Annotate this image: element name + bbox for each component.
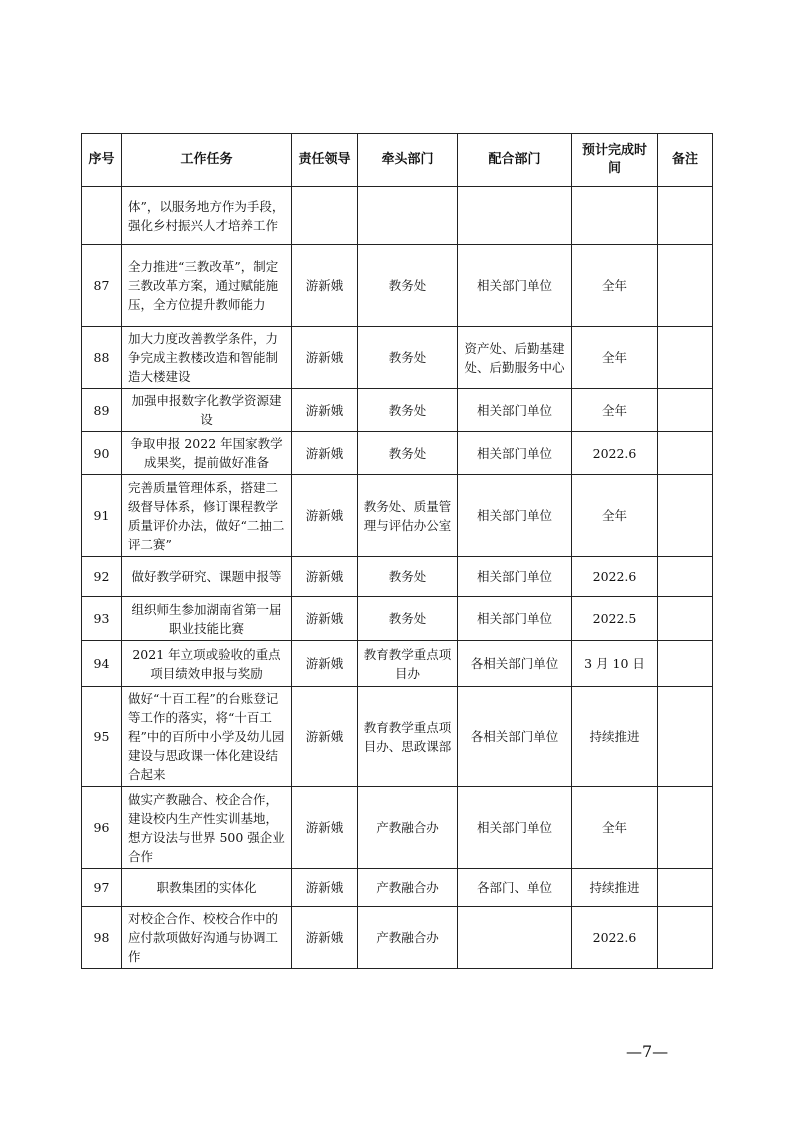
cell-time: 2022.6 [572,907,658,969]
cell-lead-dept: 教育教学重点项目办 [358,641,458,687]
table-row [82,187,713,245]
cell-note [658,869,713,907]
cell-leader: 游新娥 [292,687,358,787]
cell-note [658,389,713,432]
cell-lead-dept: 产教融合办 [358,869,458,907]
table-header-row [82,134,713,187]
cell-task: 做好“十百工程”的台账登记等工作的落实，将“十百工程”中的百所中小学及幼儿园建设与思政课一体化建设结合起来 [122,687,292,787]
table-row [82,389,713,432]
cell-no: 97 [82,869,122,907]
cell-task: 做实产教融合、校企合作，建设校内生产性实训基地，想方设法与世界 500 强企业合作 [122,787,292,869]
cell-leader: 游新娥 [292,245,358,327]
cell-lead-dept: 教育教学重点项目办、思政课部 [358,687,458,787]
cell-no: 89 [82,389,122,432]
cell-no: 88 [82,327,122,389]
cell-coop-dept: 各相关部门单位 [458,687,572,787]
cell-leader [292,187,358,245]
header-time: 预计完成时间 [572,134,658,187]
cell-no: 94 [82,641,122,687]
table-row [82,687,713,787]
table-row [82,432,713,475]
cell-leader: 游新娥 [292,641,358,687]
cell-note [658,597,713,641]
cell-note [658,432,713,475]
cell-no: 90 [82,432,122,475]
cell-leader: 游新娥 [292,869,358,907]
table-row [82,475,713,557]
cell-no: 92 [82,557,122,597]
cell-lead-dept: 教务处、质量管理与评估办公室 [358,475,458,557]
cell-time: 持续推进 [572,687,658,787]
cell-time: 2022.6 [572,432,658,475]
cell-coop-dept: 各相关部门单位 [458,641,572,687]
cell-lead-dept: 教务处 [358,597,458,641]
cell-lead-dept: 教务处 [358,327,458,389]
cell-note [658,787,713,869]
cell-task: 全力推进“三教改革”，制定三教改革方案，通过赋能施压，全方位提升教师能力 [122,245,292,327]
cell-lead-dept: 教务处 [358,245,458,327]
table-row [82,907,713,969]
cell-leader: 游新娥 [292,597,358,641]
cell-no: 95 [82,687,122,787]
cell-leader: 游新娥 [292,787,358,869]
cell-note [658,475,713,557]
table-row [82,597,713,641]
cell-task: 完善质量管理体系，搭建二级督导体系，修订课程教学质量评价办法，做好“二抽二评二赛” [122,475,292,557]
cell-task: 职教集团的实体化 [122,869,292,907]
cell-note [658,687,713,787]
cell-task: 做好教学研究、课题申报等 [122,557,292,597]
cell-note [658,187,713,245]
cell-note [658,641,713,687]
cell-coop-dept: 各部门、单位 [458,869,572,907]
cell-lead-dept: 教务处 [358,557,458,597]
cell-coop-dept: 相关部门单位 [458,475,572,557]
cell-leader: 游新娥 [292,432,358,475]
cell-task: 2021 年立项或验收的重点项目绩效申报与奖励 [122,641,292,687]
cell-time: 全年 [572,389,658,432]
cell-leader: 游新娥 [292,907,358,969]
cell-coop-dept [458,907,572,969]
cell-coop-dept: 相关部门单位 [458,787,572,869]
cell-task: 体”，以服务地方作为手段，强化乡村振兴人才培养工作 [122,187,292,245]
cell-lead-dept [358,187,458,245]
cell-note [658,245,713,327]
cell-no: 91 [82,475,122,557]
cell-task: 争取申报 2022 年国家教学成果奖，提前做好准备 [122,432,292,475]
cell-note [658,907,713,969]
cell-coop-dept: 相关部门单位 [458,432,572,475]
cell-time: 2022.6 [572,557,658,597]
table-row [82,641,713,687]
header-leader: 责任领导 [292,134,358,187]
cell-coop-dept: 相关部门单位 [458,389,572,432]
cell-lead-dept: 教务处 [358,389,458,432]
cell-lead-dept: 产教融合办 [358,907,458,969]
task-table [81,133,713,969]
cell-coop-dept: 相关部门单位 [458,245,572,327]
cell-no: 87 [82,245,122,327]
cell-coop-dept [458,187,572,245]
cell-no: 93 [82,597,122,641]
header-lead-dept: 牵头部门 [358,134,458,187]
cell-no: 98 [82,907,122,969]
table-row [82,869,713,907]
cell-task: 对校企合作、校校合作中的应付款项做好沟通与协调工作 [122,907,292,969]
cell-coop-dept: 资产处、后勤基建处、后勤服务中心 [458,327,572,389]
cell-leader: 游新娥 [292,389,358,432]
cell-time: 2022.5 [572,597,658,641]
cell-leader: 游新娥 [292,557,358,597]
cell-time: 全年 [572,787,658,869]
header-task: 工作任务 [122,134,292,187]
page-number: —7— [626,1042,669,1061]
cell-note [658,557,713,597]
table-row [82,787,713,869]
cell-note [658,327,713,389]
cell-time [572,187,658,245]
cell-time: 全年 [572,475,658,557]
cell-task: 加大力度改善教学条件，力争完成主教楼改造和智能制造大楼建设 [122,327,292,389]
cell-task: 加强申报数字化教学资源建设 [122,389,292,432]
cell-task: 组织师生参加湖南省第一届职业技能比赛 [122,597,292,641]
cell-time: 持续推进 [572,869,658,907]
cell-coop-dept: 相关部门单位 [458,557,572,597]
header-no: 序号 [82,134,122,187]
cell-coop-dept: 相关部门单位 [458,597,572,641]
cell-leader: 游新娥 [292,327,358,389]
cell-time: 全年 [572,327,658,389]
header-note: 备注 [658,134,713,187]
cell-time: 3 月 10 日 [572,641,658,687]
table-row [82,245,713,327]
cell-no: 96 [82,787,122,869]
table-row [82,557,713,597]
cell-lead-dept: 教务处 [358,432,458,475]
cell-leader: 游新娥 [292,475,358,557]
cell-time: 全年 [572,245,658,327]
cell-lead-dept: 产教融合办 [358,787,458,869]
header-coop-dept: 配合部门 [458,134,572,187]
cell-no [82,187,122,245]
table-row [82,327,713,389]
